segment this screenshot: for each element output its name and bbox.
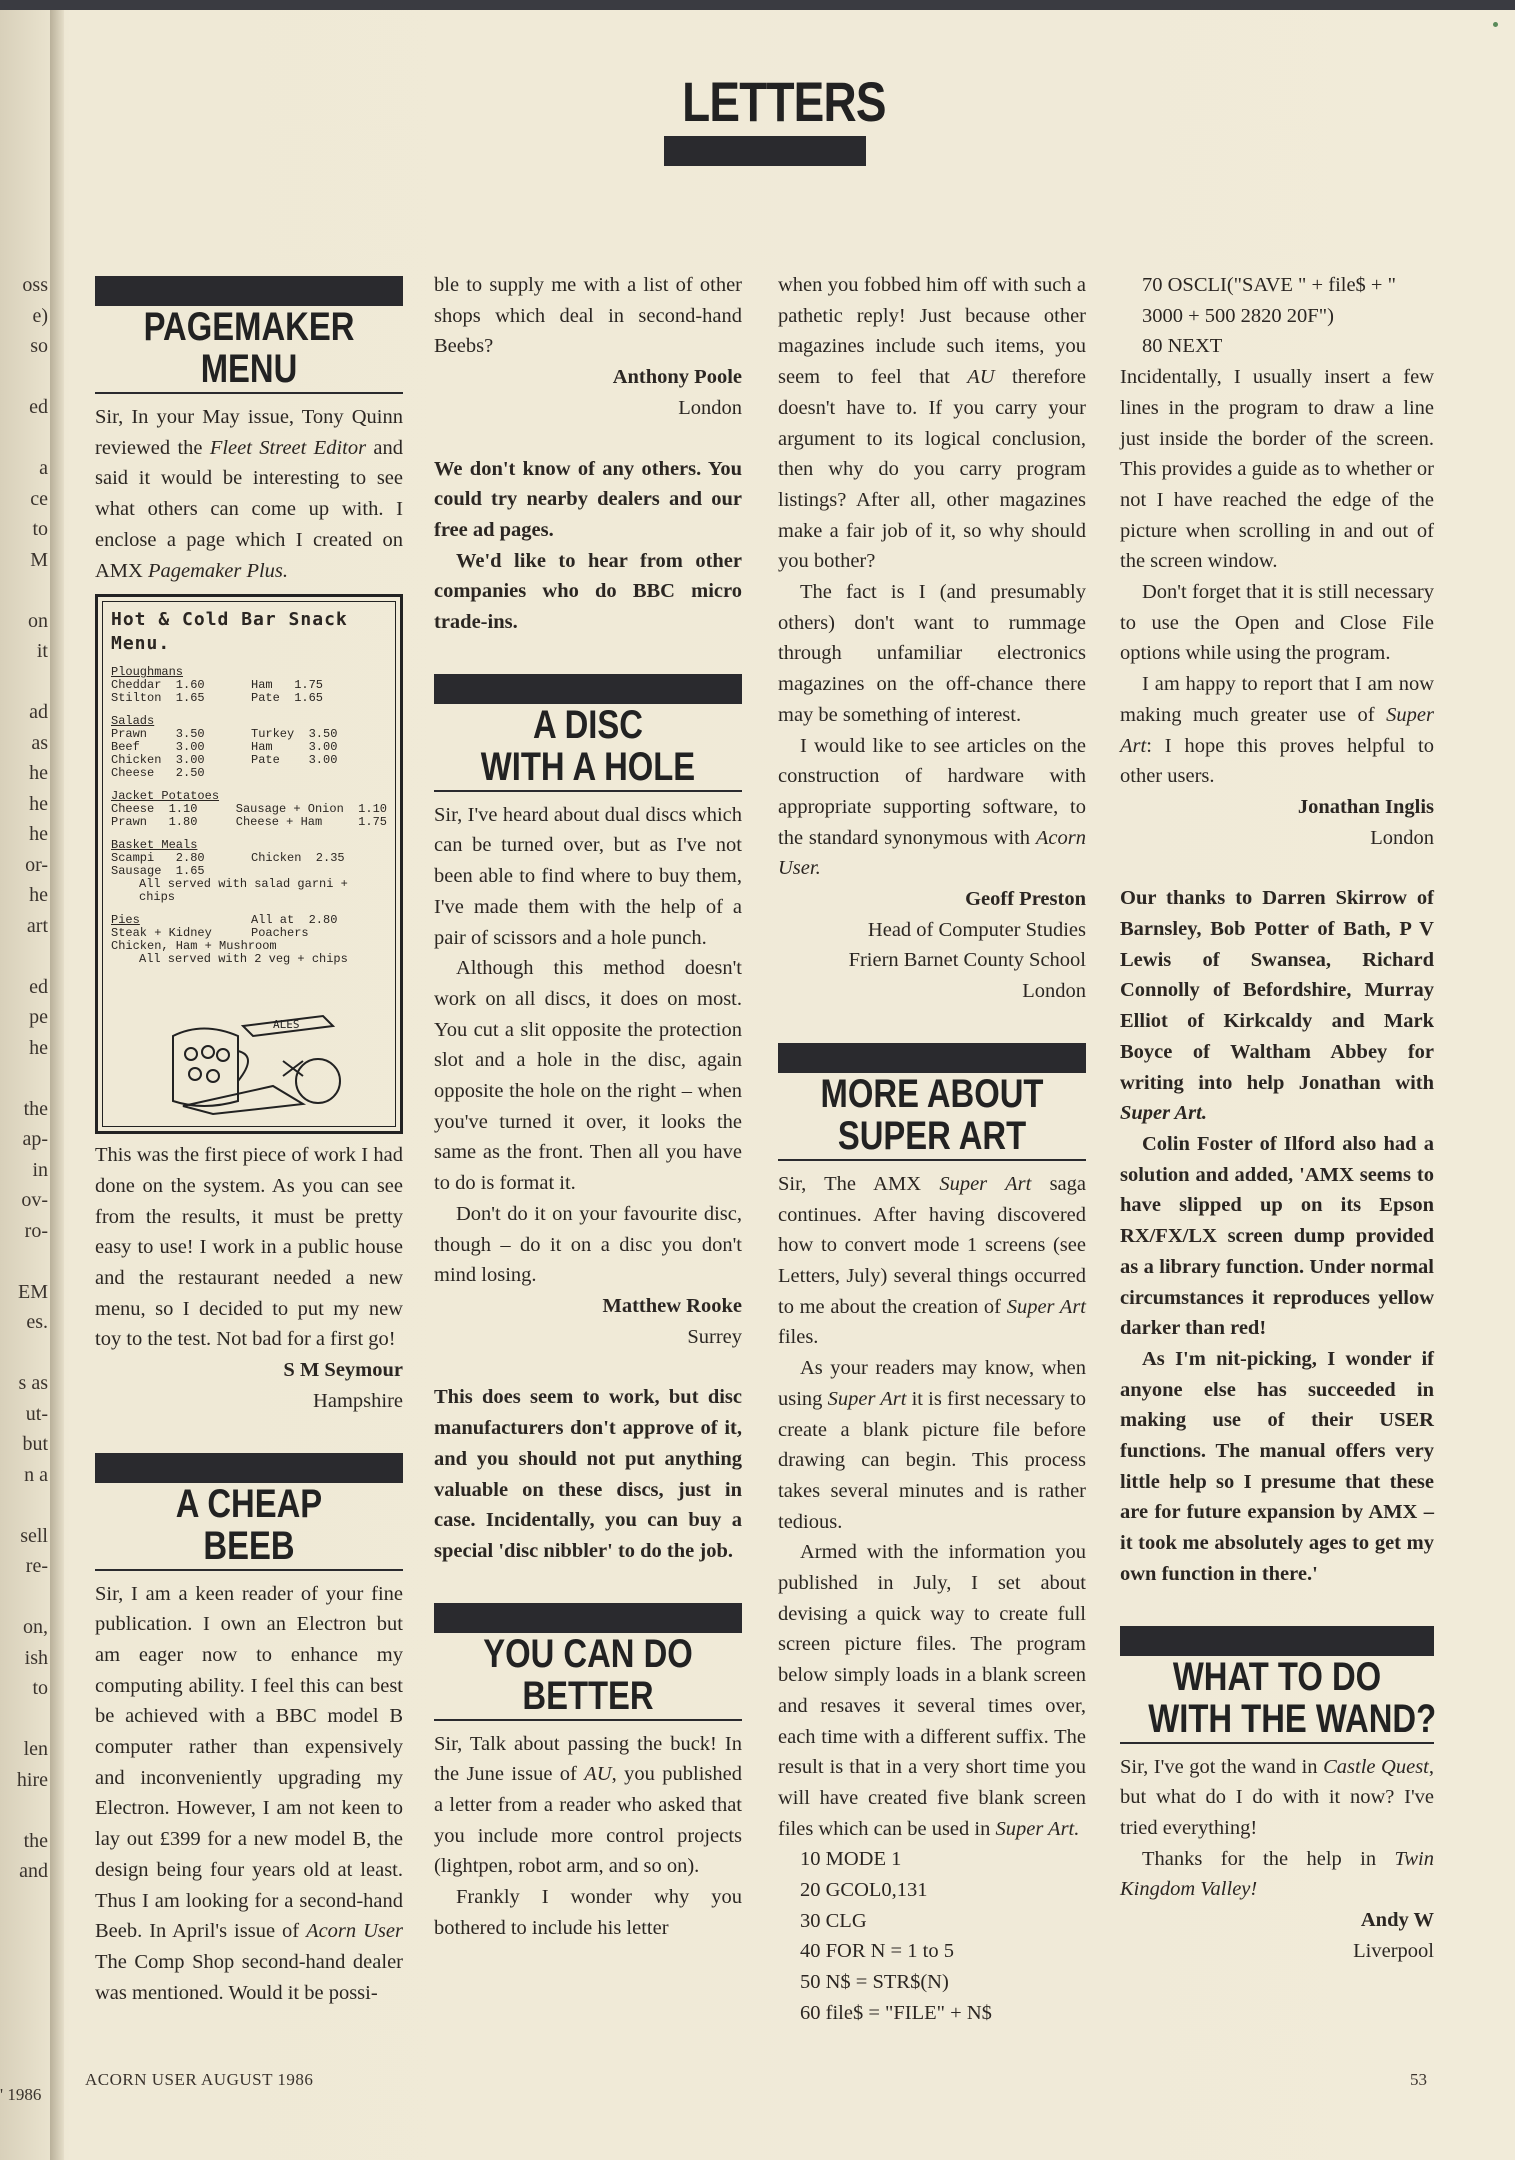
previous-page-fragment: he xyxy=(29,792,48,815)
previous-page-fragment: ish xyxy=(24,1646,48,1669)
spacer xyxy=(1120,853,1434,883)
letter-location: Head of Computer Studies xyxy=(867,918,1086,941)
heading-line: WITH THE WAND? xyxy=(1148,1696,1437,1741)
letter-signature: Andy W xyxy=(1360,1909,1434,1932)
program-line: 10 MODE 1 xyxy=(800,1848,902,1871)
spacer xyxy=(778,1007,1086,1037)
heading-bar xyxy=(1120,1626,1434,1656)
heading-what-to-do-with-the-wand xyxy=(1120,1626,1437,1744)
letter-paragraph: Incidentally, I usually insert a few lines in the program to draw a line just inside the border of the screen. This provides a guide as to whether or not I have reached the edge of the picture when scrolling in and out of the screen window. xyxy=(1120,366,1434,573)
letter-paragraph: Sir, The AMX Super Art saga continues. After having discovered how to convert mode 1 screens (see Letters, July) several things occurred to me about the creation of Super Art files. xyxy=(778,1172,1087,1349)
previous-page-fragment: ap- xyxy=(22,1128,48,1150)
previous-page-fragment: art xyxy=(26,914,48,937)
previous-page-fragment: re- xyxy=(25,1555,48,1577)
menu-item: Prawn 1.80 xyxy=(111,815,198,830)
spacer xyxy=(434,1567,742,1597)
letter-paragraph: Don't forget that it is still necessary to use the Open and Close File options while using the program. xyxy=(1120,581,1434,665)
art-sign-text: ALES xyxy=(273,1018,300,1032)
previous-page-fragment: on, xyxy=(23,1616,48,1638)
previous-page-fragment: ov- xyxy=(21,1189,48,1211)
previous-page-fragment xyxy=(0,1338,50,1369)
previous-page-fragment: pe xyxy=(29,1006,48,1028)
letter-signature: S M Seymour xyxy=(283,1359,403,1382)
menu-note: All served with salad garni + chips xyxy=(139,877,348,905)
letter-paragraph: Don't do it on your favourite disc, though – do it on a disc you don't mind losing. xyxy=(434,1202,742,1287)
letter-paragraph: The fact is I (and presumably others) don't want to rummage through unfamiliar electronics magazines on the off-chance there may be something of interest. xyxy=(778,581,1086,726)
letter-paragraph: Although this method doesn't work on all discs, it does on most. You cut a slit opposite the protection slot and a hole in the disc, again opposite the hole on the right – when you've turned it over, it looks the same as the front. Then all you have to do is format it. xyxy=(434,957,742,1195)
program-line: 60 file$ = "FILE" + N$ xyxy=(800,2001,992,2024)
heading-pagemaker-menu xyxy=(95,276,403,394)
menu-item: Ham 1.75 xyxy=(251,678,324,693)
previous-page-fragment: ad xyxy=(29,701,48,723)
heading-line: SUPER ART xyxy=(837,1113,1027,1158)
letter-location: London xyxy=(1370,826,1434,849)
menu-section: Pies xyxy=(111,913,140,928)
letter-paragraph: I am happy to report that I am now making much greater use of Super Art: I hope this proves helpful to other users. xyxy=(1120,673,1434,788)
heading-you-can-do-better xyxy=(434,1603,742,1721)
menu-section: Ploughmans xyxy=(111,665,184,680)
previous-page-fragment xyxy=(0,575,50,606)
heading-line: A DISC xyxy=(533,702,643,747)
menu-item: Chicken 2.35 xyxy=(251,851,345,866)
heading-rule xyxy=(434,790,742,792)
heading-line: WHAT TO DO xyxy=(1172,1654,1382,1699)
spacer xyxy=(434,424,742,454)
previous-page-fragment: it xyxy=(36,640,48,662)
letter-paragraph: Sir, Talk about passing the buck! In the June issue of AU, you published a letter from a reader who asked that you include more control projects (lightpen, robot arm, and so on). xyxy=(434,1732,742,1878)
heading-bar xyxy=(434,1603,742,1633)
heading-rule xyxy=(1120,1742,1434,1744)
heading-more-about-super-art xyxy=(778,1043,1086,1161)
previous-page-fragment: n a xyxy=(24,1463,48,1486)
letter-paragraph: Sir, I am a keen reader of your fine publication. I own an Electron but am eager now to enhance my computing ability. I feel this can best be achieved with a BBC model B computer rather than expensively and inconveniently upgrading my Electron. However, I am not keen to lay out £399 for a new model B, the design being four years old at least. Thus I am looking for a second-hand Beeb. In April's issue of Acorn User The Comp Shop second-hand dealer was mentioned. Would it be possi- xyxy=(95,1582,403,2004)
food-drawing-icon xyxy=(153,1006,353,1116)
heading-line: PAGEMAKER xyxy=(143,305,355,349)
menu-item: Steak + Kidney xyxy=(111,926,212,941)
previous-page-fragment: the xyxy=(23,1829,48,1852)
previous-page-fragment: oss xyxy=(22,274,48,296)
footer-publication: ACORN USER AUGUST 1986 xyxy=(85,2070,314,2089)
letter-location: Surrey xyxy=(687,1325,742,1348)
previous-page-folio: ' 1986 xyxy=(0,2085,42,2104)
previous-page-fragment: he xyxy=(29,823,48,845)
masthead xyxy=(664,70,886,166)
letter-paragraph: Sir, I've got the wand in Castle Quest, but what do I do with it now? I've tried everything! xyxy=(1120,1755,1435,1839)
program-line: 40 FOR N = 1 to 5 xyxy=(800,1940,954,1963)
previous-page-fragment xyxy=(0,1795,50,1826)
program-line: 70 OSCLI("SAVE " + file$ + " 3000 + 500 2820 20F") xyxy=(1142,274,1396,327)
previous-page-fragment xyxy=(0,1246,50,1277)
letter-paragraph: As your readers may know, when using Super Art it is first necessary to create a blank picture file before drawing can begin. This process takes several minutes and is rather tedious. xyxy=(778,1357,1086,1533)
menu-item: Scampi 2.80 xyxy=(111,851,205,866)
masthead-bar xyxy=(664,136,866,166)
menu-item: Prawn 3.50 xyxy=(111,727,205,742)
heading-rule xyxy=(434,1719,742,1721)
previous-page-fragment: so xyxy=(30,335,48,357)
previous-page-fragment: in xyxy=(32,1158,48,1181)
previous-page-fragment: to xyxy=(32,518,48,540)
previous-page-fragment xyxy=(0,667,50,698)
previous-page-fragment: es. xyxy=(26,1311,48,1333)
heading-line: BETTER xyxy=(522,1673,654,1718)
heading-line: WITH A HOLE xyxy=(480,744,696,789)
program-line: 20 GCOL0,131 xyxy=(800,1879,928,1902)
letter-signature: Matthew Rooke xyxy=(602,1294,742,1317)
program-line: 80 NEXT xyxy=(1142,335,1223,358)
menu-item: All at 2.80 xyxy=(251,913,338,928)
letter-paragraph: This was the first piece of work I had done on the system. As you can see from the results, it must be pretty easy to use! I work in a public house and the restaurant needed a new menu, so I decided to put my new toy to the test. Not bad for a first go! xyxy=(95,1144,403,1351)
previous-page-fragment xyxy=(0,1490,50,1521)
letter-location: Hampshire xyxy=(313,1389,403,1412)
menu-item: Pate 3.00 xyxy=(251,753,338,768)
program-line: 30 CLG xyxy=(800,1909,867,1932)
previous-page-fragment: M xyxy=(30,548,48,571)
heading-line: MORE ABOUT xyxy=(820,1071,1044,1116)
previous-page-fragment xyxy=(0,423,50,454)
page-spine xyxy=(50,0,64,2160)
heading-rule xyxy=(95,392,403,394)
previous-page-fragment: len xyxy=(23,1738,48,1760)
menu-item: Poachers xyxy=(251,926,309,941)
previous-page-fragment: ed xyxy=(29,396,48,418)
previous-page-fragment: on xyxy=(28,609,48,632)
letter-paragraph: ble to supply me with a list of other shops which deal in second-hand Beebs? xyxy=(434,274,742,358)
menu-title: Hot & Cold Bar Snack Menu. xyxy=(111,609,348,655)
spacer xyxy=(434,638,742,668)
previous-page-fragment xyxy=(0,941,50,972)
previous-page-fragment: he xyxy=(29,762,48,784)
menu-item: Stilton 1.65 xyxy=(111,691,205,706)
menu-item: Ham 3.00 xyxy=(251,740,338,755)
editor-reply: Our thanks to Darren Skirrow of Barnsley, Bob Potter of Bath, P V Lewis of Swansea, Richard Connolly of Befordshire, Murray Elliot of Kirkcaldy and Mark Boyce of Waltham Abbey for writing into help Jonathan with Super Art. xyxy=(1120,887,1434,1125)
heading-line: A CHEAP xyxy=(175,1481,323,1526)
letter-paragraph: when you fobbed him off with such a pathetic reply! Just because other magazines include such items, you seem to feel that AU therefore doesn't have to. If you carry your argument to its logical conclusion, then why do you carry program listings? After all, other magazines make a fair job of it, so why should you bother? xyxy=(778,274,1086,573)
heading-rule xyxy=(778,1159,1086,1161)
spacer xyxy=(95,1417,403,1447)
letter-paragraph: Frankly I wonder why you bothered to include his letter xyxy=(434,1886,742,1939)
menu-section: Basket Meals xyxy=(111,838,198,853)
heading-bar xyxy=(434,674,742,704)
heading-line: YOU CAN DO xyxy=(483,1631,693,1676)
previous-page-fragment: e) xyxy=(32,304,48,327)
heading-a-disc-with-a-hole xyxy=(434,674,742,792)
previous-page-fragment: as xyxy=(31,731,48,754)
letter-location: Friern Barnet County School xyxy=(848,949,1086,972)
previous-page-fragment: hire xyxy=(16,1768,48,1791)
spacer xyxy=(1120,1590,1434,1620)
menu-item: Chicken, Ham + Mushroom xyxy=(111,939,277,954)
heading-rule xyxy=(95,1569,403,1571)
ink-dot xyxy=(1493,22,1498,27)
previous-page-fragment: a xyxy=(39,457,48,479)
previous-page-fragment: and xyxy=(19,1860,48,1882)
menu-section: Jacket Potatoes xyxy=(111,789,220,804)
page-number: 53 xyxy=(1410,2070,1427,2089)
program-line: 50 N$ = STR$(N) xyxy=(800,1971,949,1994)
column-3 xyxy=(778,270,1086,2029)
previous-page-fragment xyxy=(0,1582,50,1613)
letter-location: London xyxy=(678,396,742,419)
letter-signature: Geoff Preston xyxy=(965,888,1086,911)
menu-sheet xyxy=(102,601,396,1127)
previous-page-fragment: or- xyxy=(25,853,48,876)
previous-page-fragment xyxy=(0,362,50,393)
menu-item: Turkey 3.50 xyxy=(251,727,338,742)
previous-page-fragment xyxy=(0,1704,50,1735)
previous-page-fragment: he xyxy=(29,884,48,906)
menu-item: Cheese 1.10 xyxy=(111,802,198,817)
letter-location: London xyxy=(1022,980,1086,1003)
editor-reply: We don't know of any others. You could try nearby dealers and our free ad pages. xyxy=(434,457,742,541)
previous-page-fragment xyxy=(0,1063,50,1094)
heading-bar xyxy=(95,276,403,306)
previous-page-fragment: ed xyxy=(29,975,48,998)
heading-line: MENU xyxy=(200,347,298,391)
previous-page-fragment: ut- xyxy=(25,1402,48,1425)
heading-line: BEEB xyxy=(203,1523,295,1568)
menu-item: Beef 3.00 xyxy=(111,740,205,755)
editor-reply: This does seem to work, but disc manufacturers don't approve of it, and you should not put anything valuable on these discs, just in case. Incidentally, you can buy a special 'disc nibbler' to do the job. xyxy=(434,1386,742,1562)
previous-page-fragment: ce xyxy=(30,487,48,510)
letter-paragraph: Armed with the information you published in July, I set about devising a quick way to create full screen picture files. The program below simply loads in a blank screen and resaves it several times over, each time with a different suffix. The result is that in a very short time you will have created five blank screen files which can be used in Super Art. xyxy=(778,1541,1086,1840)
heading-bar xyxy=(95,1453,403,1483)
previous-page-fragment: ro- xyxy=(24,1219,48,1242)
column-1 xyxy=(95,270,403,2008)
letter-paragraph: Thanks for the help in Twin Kingdom Valley! xyxy=(1120,1847,1434,1901)
letter-paragraph: Sir, In your May issue, Tony Quinn reviewed the Fleet Street Editor and said it would be interesting to see what others can come up with. I enclose a page which I created on AMX Pagemaker Plus. xyxy=(95,406,404,582)
previous-page-fragment: EM xyxy=(18,1280,48,1303)
previous-page-fragment: but xyxy=(22,1433,48,1455)
letter-location: Liverpool xyxy=(1353,1939,1434,1962)
menu-note: All served with 2 veg + chips xyxy=(139,952,348,967)
editor-reply: Colin Foster of Ilford also had a solution and added, 'AMX seems to have slipped up on its Epson RX/FX/LX screen dump provided as a library function. Under normal circumstances it reproduces yellow darker than red! xyxy=(1120,1132,1434,1340)
heading-bar xyxy=(778,1043,1086,1073)
editor-reply: We'd like to hear from other companies who do BBC micro trade-ins. xyxy=(434,549,742,634)
previous-page-edge xyxy=(0,270,50,1887)
menu-item: Sausage 1.65 xyxy=(111,864,205,879)
letter-paragraph: Sir, I've heard about dual discs which can be turned over, but as I've not been able to find where to buy them, I've made them with the help of a pair of scissors and a hole punch. xyxy=(434,803,742,949)
heading-a-cheap-beeb xyxy=(95,1453,403,1571)
column-2 xyxy=(434,270,742,1944)
top-edge-bar xyxy=(0,0,1515,10)
menu-illustration xyxy=(95,594,403,1134)
masthead-title: LETTERS xyxy=(682,70,886,133)
menu-item: Chicken 3.00 xyxy=(111,753,205,768)
letter-signature: Jonathan Inglis xyxy=(1297,795,1434,818)
menu-item: Cheddar 1.60 xyxy=(111,678,205,693)
letter-paragraph: I would like to see articles on the construction of hardware with appropriate supporting software, to the standard synonymous with Acorn User. xyxy=(778,734,1086,880)
letter-signature: Anthony Poole xyxy=(612,366,742,389)
menu-item: Cheese 2.50 xyxy=(111,766,205,781)
previous-page-fragment: the xyxy=(23,1097,48,1120)
editor-reply: As I'm nit-picking, I wonder if anyone else has succeeded in making use of their USER functions. The manual offers very little help so I presume that these are for future expansion by AMX – it took me absolutely ages to get my own function in there.' xyxy=(1120,1347,1434,1585)
previous-page-fragment: he xyxy=(29,1036,48,1059)
menu-item: Sausage + Onion 1.10 xyxy=(235,802,387,817)
column-4 xyxy=(1120,270,1437,1966)
menu-section: Salads xyxy=(111,714,155,729)
previous-page-fragment: s as xyxy=(18,1372,48,1394)
previous-page-fragment: sell xyxy=(20,1524,48,1547)
previous-page-fragment: to xyxy=(32,1677,48,1699)
menu-item: Pate 1.65 xyxy=(251,691,324,706)
menu-item: Cheese + Ham 1.75 xyxy=(235,815,387,830)
spacer xyxy=(434,1352,742,1382)
